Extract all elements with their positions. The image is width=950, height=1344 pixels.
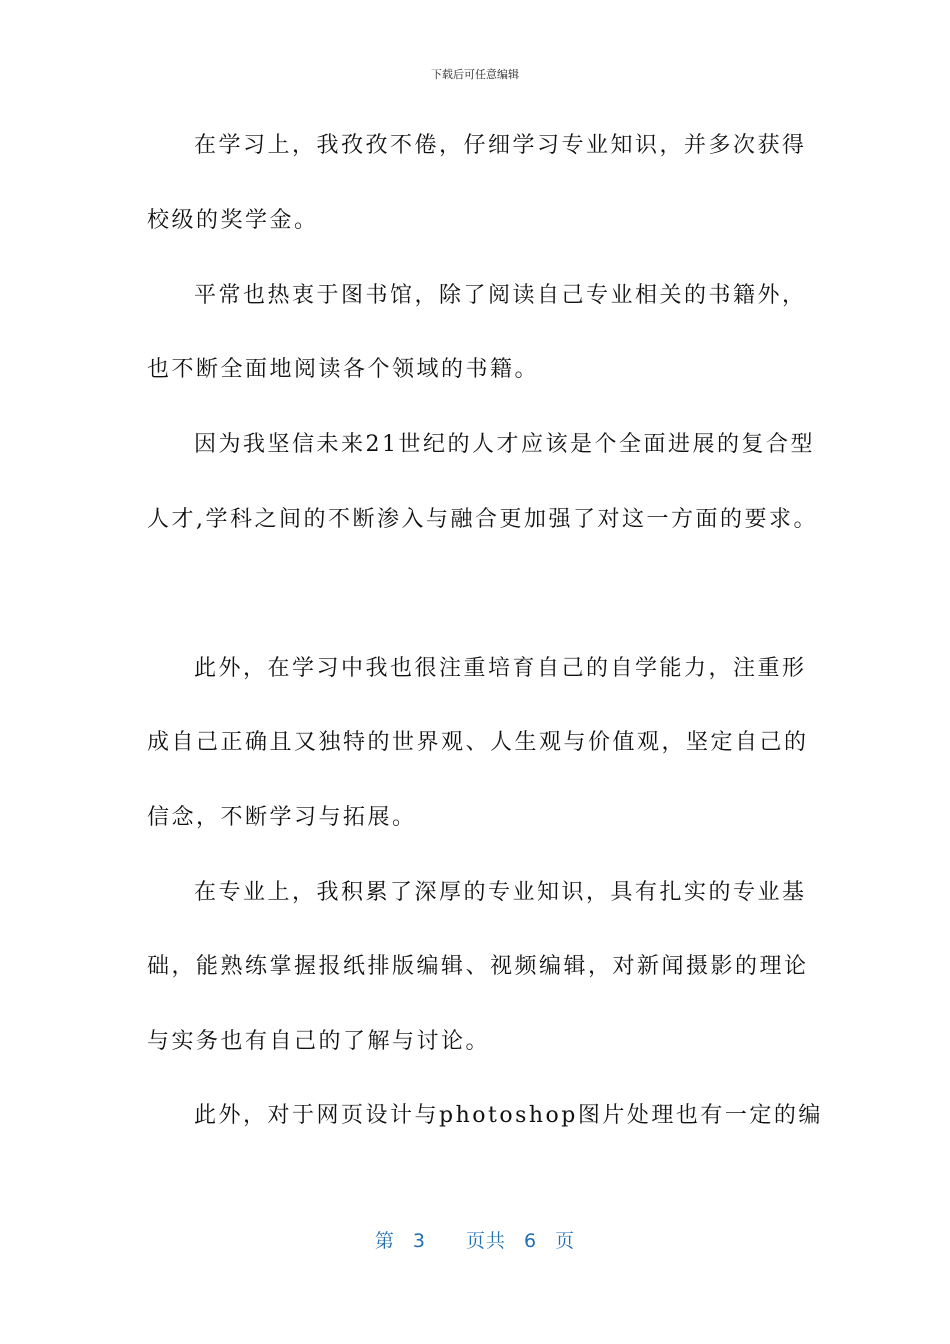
- header-note: 下载后可任意编辑: [431, 68, 519, 81]
- paragraph-line: 在学习上，我孜孜不倦，仔细学习专业知识，并多次获得: [194, 133, 807, 158]
- paragraph-line: 因为我坚信未来21世纪的人才应该是个全面进展的复合型: [194, 432, 815, 457]
- paragraph-line: 也不断全面地阅读各个领域的书籍。: [147, 357, 540, 382]
- paragraph-line: 信念，不断学习与拓展。: [147, 805, 417, 830]
- page-footer: [0, 1226, 950, 1253]
- paragraph-line: 人才,学科之间的不断渗入与融合更加强了对这一方面的要求。: [147, 507, 818, 532]
- paragraph-line: 础，能熟练掌握报纸排版编辑、视频编辑，对新闻摄影的理论: [147, 954, 809, 979]
- paragraph-line: 此外，在学习中我也很注重培育自己的自学能力，注重形: [194, 656, 807, 681]
- paragraph-line: 平常也热衷于图书馆，除了阅读自己专业相关的书籍外，: [194, 283, 807, 308]
- paragraph-line: 校级的奖学金。: [147, 208, 319, 233]
- paragraph-line: 在专业上，我积累了深厚的专业知识，具有扎实的专业基: [194, 880, 807, 905]
- footer-ye: 页: [555, 1230, 576, 1252]
- footer-ye-gong: 页共: [465, 1230, 506, 1252]
- paragraph-line: 此外，对于网页设计与photoshop图片处理也有一定的编: [194, 1103, 823, 1128]
- paragraph-line: 与实务也有自己的了解与讨论。: [147, 1029, 491, 1054]
- footer-di: 第: [374, 1230, 395, 1252]
- footer-page-number: 3: [412, 1230, 426, 1252]
- paragraph-line: 成自己正确且又独特的世界观、人生观与价值观，坚定自己的: [147, 730, 809, 755]
- footer-total-pages: 6: [524, 1230, 538, 1252]
